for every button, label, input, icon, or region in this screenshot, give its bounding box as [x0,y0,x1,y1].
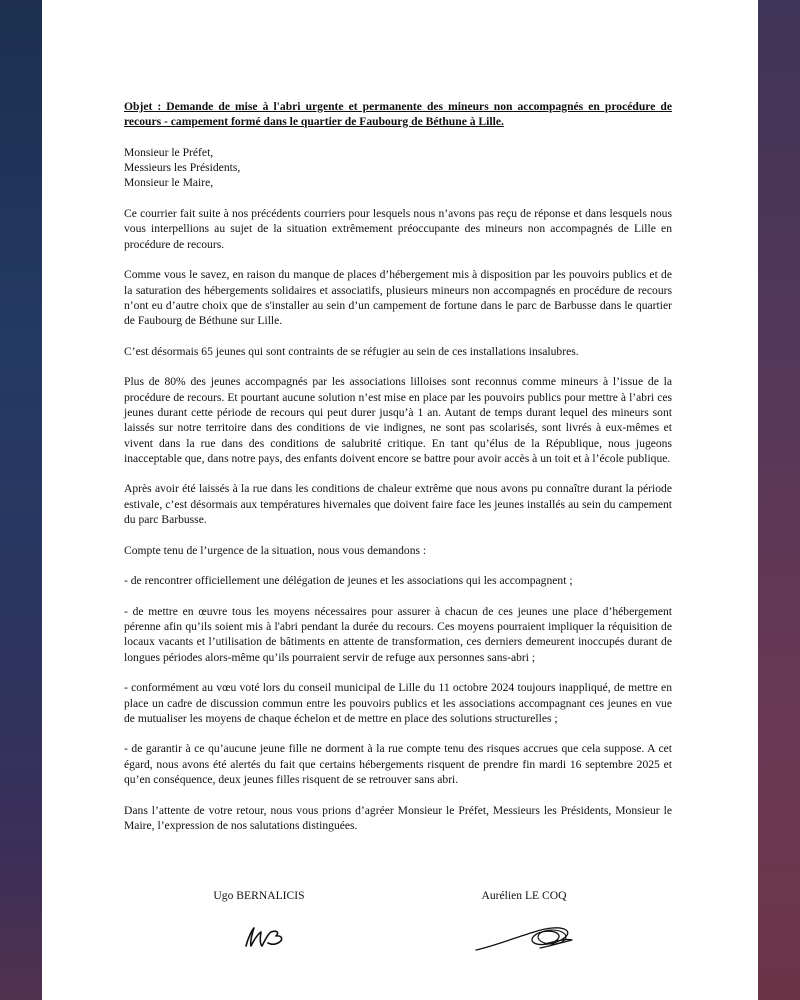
paragraph-count: C’est désormais 65 jeunes qui sont contraints de se réfugier au sein de ces installations insalubres. [124,344,579,358]
paragraph-closing: Dans l’attente de votre retour, nous vous prions d’agréer Monsieur le Préfet, Messieurs les Présidents, Monsieur le Maire, l’expression de nos salutations distinguées. [124,803,672,832]
salutation-line: Messieurs les Présidents, [124,161,241,175]
paragraph-statistics: Plus de 80% des jeunes accompagnés par les associations lilloises sont reconnus comme mineurs à l’issue de la procédure de recours. Et pourtant aucune solution n’est mise en place par les pouvoirs publics pour mettre à l’abri ces jeunes durant cette période de recours qui peut durer jusqu’à 1 an. Autant de temps durant lequel des mineurs sont laissés sur notre territoire dans des conditions de vie indignes, ne sont pas scolarisés, sont livrés à eux-mêmes et vivent dans la rue dans des conditions de salubrité critique. En tant qu’élus de la République, nous jugeons inacceptable que, dans notre pays, des enfants doivent encore se battre pour avoir accès à un toit et à l’école publique. [124,375,672,465]
handwritten-signature-left [194,916,324,956]
salutation-line: Monsieur le Préfet, [124,145,214,159]
signatory-left [194,889,324,956]
salutation-line: Monsieur le Maire, [124,176,214,190]
demand-item: - de rencontrer officiellement une délégation de jeunes et les associations qui les accompagnent ; [124,574,573,588]
demand-item: - de garantir à ce qu’aucune jeune fille ne dorment à la rue compte tenu des risques accrues que cela suppose. A cet égard, nous avons été alertés du fait que certains hébergements risquent de prendre fin mardi 16 septembre 2025 et qu’en conséquence, deux jeunes filles risquent de se retrouver sans abri. [124,742,672,787]
demand-item: - conformément au vœu voté lors du conseil municipal de Lille du 11 octobre 2024 toujours inappliqué, de mettre en place un cadre de discussion commun entre les pouvoirs publics et les associations accompagnant ces jeunes en vue de mutualiser les moyens de chaque échelon et de mettre en place des solutions structurelles ; [124,681,672,725]
paragraph-season: Après avoir été laissés à la rue dans les conditions de chaleur extrême que nous avons pu connaître durant la période estivale, c’est désormais aux températures hivernales que doivent faire face les jeunes installés au sein du campement du parc Barbusse. [124,482,672,527]
paragraph-context: Comme vous le savez, en raison du manque de places d’hébergement mis à disposition par les pouvoirs publics et de la saturation des hébergements solidaires et associatifs, plusieurs mineurs non accompagnés en procédure de recours n’ont eu d’autre choix que de s'installer au sein d’un campement de fortune dans le parc de Barbusse dans le quartier de Faubourg de Béthune sur Lille. [124,268,672,328]
letter-subject: Objet : Demande de mise à l'abri urgente et permanente des mineurs non accompagnés en procédure de recours - campement formé dans le quartier de Faubourg de Béthune à Lille. [124,100,672,129]
demand-item: - de mettre en œuvre tous les moyens nécessaires pour assurer à chacun de ces jeunes une place d’hébergement pérenne afin qu’ils soient mis à l'abri pendant la durée du recours. Ces moyens pourraient impliquer la réquisition de locaux vacants et l’utilisation de bâtiments en attente de transformation, ces derniers demeurent inoccupés durant de longues périodes alors-même qu’ils pourraient servir de refuge aux personnes sans-abri ; [124,604,672,664]
letter-body [124,99,672,849]
right-border-gradient [758,0,800,1000]
signatory-name: Aurélien LE COQ [481,889,567,902]
letter-salutation [124,145,672,191]
paragraph-intro: Ce courrier fait suite à nos précédents courriers pour lesquels nous n’avons pas reçu de réponse et dans lesquels nous vous interpellions au sujet de la situation extrêmement préoccupante des mineurs non accompagnés de Lille en procédure de recours. [124,207,672,251]
signature-area [124,889,672,969]
handwritten-signature-right [454,916,594,956]
left-border-gradient [0,0,42,1000]
signatory-name: Ugo BERNALICIS [213,889,305,902]
signatory-right [454,889,594,956]
paragraph-demands-intro: Compte tenu de l’urgence de la situation, nous vous demandons : [124,543,427,557]
